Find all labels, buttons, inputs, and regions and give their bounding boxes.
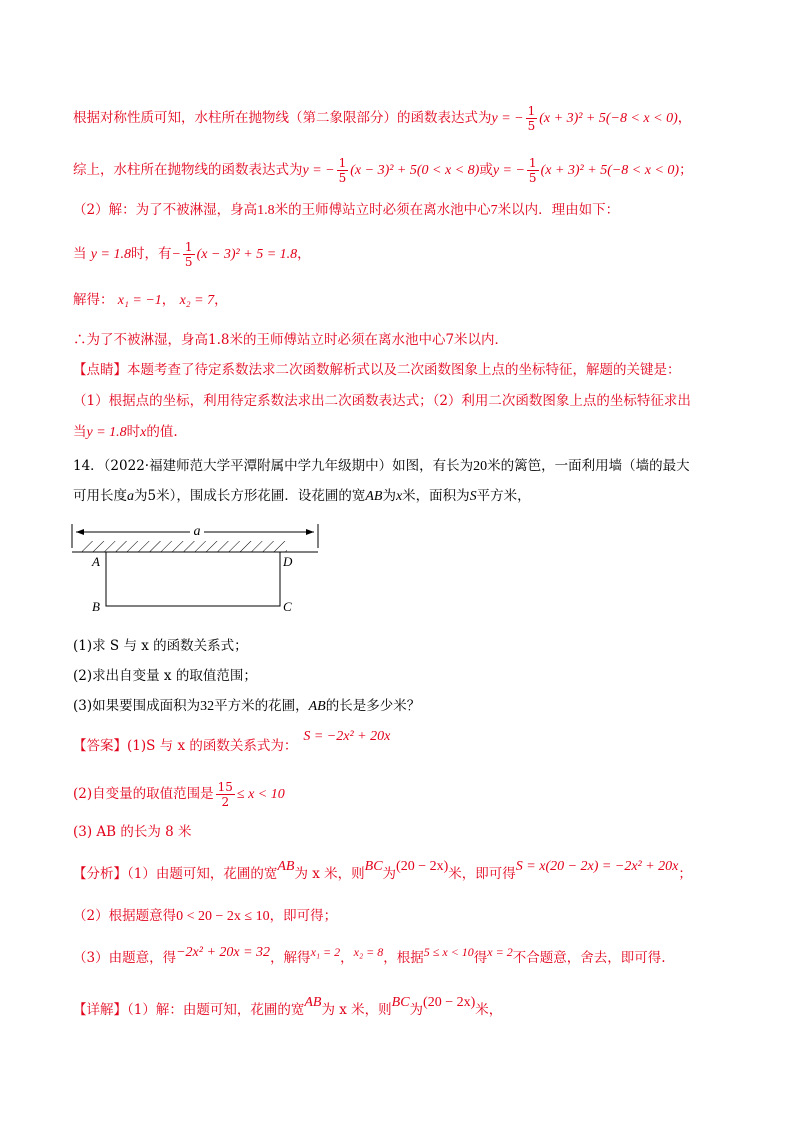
answer-line-1 (73, 729, 391, 757)
fence-rectangle (106, 552, 280, 606)
text: (1)求 S 与 x 的函数关系式； (73, 638, 248, 654)
text: 为 (382, 488, 396, 504)
formula: AB (365, 489, 383, 504)
analysis-line-3 (73, 945, 666, 969)
text: 米，即可得 (448, 866, 516, 882)
formula: (x − 3)² + 5 = 1.8 (196, 247, 298, 262)
formula: 5 ≤ x < 10 (423, 945, 474, 959)
wall-hatching (82, 541, 287, 552)
text: ，即可得； (269, 908, 338, 924)
text: 米， (475, 1002, 503, 1018)
fraction-denominator: 5 (338, 171, 347, 185)
text: 的值. (146, 424, 178, 440)
text: 解得： (73, 292, 114, 308)
text: 米的王师傅站立时必须在离水池中心 (274, 202, 491, 218)
solution-part2-intro (73, 200, 619, 221)
formula: S (469, 489, 477, 504)
formula: (x + 3)² + 5(−8 < x < 0) (539, 111, 678, 126)
text: （2）解：为了不被淋湿，身高 (73, 202, 258, 218)
text: （3）由题意，得 (73, 950, 177, 966)
text: (3) AB 的长为 8 米 (73, 824, 192, 840)
fraction (527, 156, 539, 185)
text: 米的篱笆，一面利用墙（墙的最大 (487, 458, 690, 474)
text: (1)S 与 x 的函数关系式为： (127, 738, 298, 754)
fraction-denominator: 2 (221, 795, 230, 809)
text: 时 (126, 424, 141, 440)
formula: BC (391, 995, 410, 1010)
wall-length-label: a (193, 524, 201, 539)
answer-line-2 (73, 780, 285, 809)
formula: 0 < 20 − 2x ≤ 10 (176, 909, 270, 924)
label: 【分析】 (73, 866, 127, 882)
point-label-c: C (283, 599, 292, 614)
formula: S = −2x² + 20x (303, 729, 391, 744)
formula: −2x² + 20x = 32 (176, 945, 271, 960)
text: (3)如果要围成面积为 (73, 698, 201, 714)
solution-line-2 (73, 156, 693, 185)
formula: (x + 3)² + 5(−8 < x < 0) (540, 163, 680, 178)
formula: AB (304, 995, 322, 1010)
text: （1）解：由题可知，花圃的宽 (127, 1002, 305, 1018)
formula: x₂ = 8 (353, 945, 384, 959)
formula: x (395, 489, 403, 504)
formula: − (171, 247, 181, 262)
fraction (526, 104, 538, 133)
text: （2）根据题意得 (73, 908, 177, 924)
fraction-denominator: 5 (528, 171, 537, 185)
formula: y = − (492, 163, 525, 178)
formula: y = − (302, 163, 335, 178)
formula: x (140, 425, 147, 440)
fraction (337, 156, 349, 185)
text: 时，有 (130, 246, 172, 262)
arrow-right-icon (306, 529, 314, 535)
formula: ≤ x < 10 (236, 787, 285, 802)
text: 米以内．理由如下： (497, 202, 620, 218)
text: 的长是多少米？ (325, 698, 421, 714)
solution-line-1 (73, 104, 691, 133)
label: 【答案】 (73, 738, 127, 754)
question-2 (73, 666, 257, 686)
text: 可用长度 (73, 488, 127, 504)
formula: y = 1.8 (86, 425, 127, 440)
value: 7 (490, 203, 498, 218)
fraction-numerator: 15 (217, 780, 233, 794)
text: 当 (73, 424, 87, 440)
text: 为 (409, 1002, 424, 1018)
punct: ， (297, 246, 311, 262)
fraction-denominator: 5 (527, 119, 536, 133)
text: 本题考查了待定系数法求二次函数解析式以及二次函数图象上点的坐标特征，解题的关键是： (127, 362, 681, 378)
formula: y = 1.8 (90, 247, 131, 262)
formula: a (127, 489, 134, 504)
text: 为5米），围成长方形花圃．设花圃的宽 (134, 488, 366, 504)
formula: x₂ = 7 (179, 293, 215, 308)
arrow-left-icon (76, 529, 84, 535)
text: 平方米， (476, 488, 531, 504)
text: （1）由题可知，花圃的宽 (127, 866, 278, 882)
formula: x₁ = −1 (117, 293, 162, 308)
fraction (183, 240, 195, 269)
punct: ； (678, 866, 692, 882)
solution-when-line (73, 240, 311, 269)
fraction (216, 780, 235, 809)
text: (2)求出自变量 x 的取值范围； (73, 668, 257, 684)
text: 当 (73, 246, 87, 262)
problem-14-line-1 (73, 456, 690, 477)
formula: BC (364, 859, 383, 874)
text: （1）根据点的坐标，利用待定系数法求出二次函数表达式；（2）利用二次函数图象上点的坐标特征求出 (73, 393, 691, 409)
question-1 (73, 636, 248, 656)
punct: ， (340, 950, 354, 966)
fraction-numerator: 1 (338, 156, 347, 170)
detail-line-1 (73, 995, 503, 1021)
comment-line-2 (73, 391, 691, 411)
point-label-d: D (283, 554, 293, 569)
formula: x = 2 (487, 945, 513, 959)
formula: (20 − 2x) (396, 859, 449, 874)
formula: (20 − 2x) (423, 995, 476, 1010)
fraction-numerator: 1 (528, 156, 537, 170)
value: 20 (473, 459, 488, 474)
punct: ， (161, 292, 176, 308)
text: 得 (473, 950, 488, 966)
formula: y = − (491, 111, 524, 126)
text: ∴为了不被淋湿，身高1.8米的王师傅站立时必须在离水池中心7米以内． (73, 332, 509, 348)
text: 综上，水柱所在抛物线的函数表达式为 (73, 162, 303, 178)
analysis-line-2 (73, 906, 337, 927)
fraction-denominator: 5 (184, 255, 193, 269)
formula: AB (277, 859, 295, 874)
text: ，解得 (270, 950, 311, 966)
garden-diagram (70, 518, 330, 618)
comment-line-1 (73, 360, 681, 380)
value: 1.8 (257, 203, 275, 218)
formula: x₁ = 2 (310, 945, 341, 959)
text: (2)自变量的取值范围是 (73, 786, 214, 802)
label: 【点睛】 (73, 362, 127, 378)
text: 为 (382, 866, 397, 882)
fraction-numerator: 1 (527, 104, 536, 118)
point-label-b: B (92, 599, 100, 614)
comment-line-3 (73, 422, 178, 443)
text: 为 x 米，则 (321, 1002, 392, 1018)
formula: S = x(20 − 2x) = −2x² + 20x (515, 859, 679, 874)
point-label-a: A (92, 554, 100, 569)
text: 或 (479, 162, 493, 178)
formula: AB (308, 699, 326, 714)
problem-14-line-2 (73, 486, 531, 507)
punct: ； (679, 162, 693, 178)
punct: ， (677, 110, 692, 126)
text: 平方米的花圃， (214, 698, 309, 714)
text: 14．（2022·福建师范大学平潭附属中学九年级期中）如图，有长为 (73, 458, 474, 474)
punct: ， (214, 292, 228, 308)
solution-therefore (73, 330, 508, 350)
solution-solve-line (73, 290, 228, 311)
text: 米，面积为 (402, 488, 470, 504)
text: 根据对称性质可知，水柱所在抛物线（第二象限部分）的函数表达式为 (73, 110, 492, 126)
analysis-line-1 (73, 859, 692, 885)
text: 为 x 米，则 (294, 866, 365, 882)
answer-line-3 (73, 822, 192, 842)
value: 32 (200, 699, 215, 714)
question-3 (73, 696, 420, 717)
label: 【详解】 (73, 1002, 127, 1018)
formula: (x − 3)² + 5(0 < x < 8) (350, 163, 480, 178)
text: ，根据 (383, 950, 424, 966)
text: 不合题意，舍去，即可得. (512, 950, 666, 966)
fraction-numerator: 1 (184, 240, 193, 254)
